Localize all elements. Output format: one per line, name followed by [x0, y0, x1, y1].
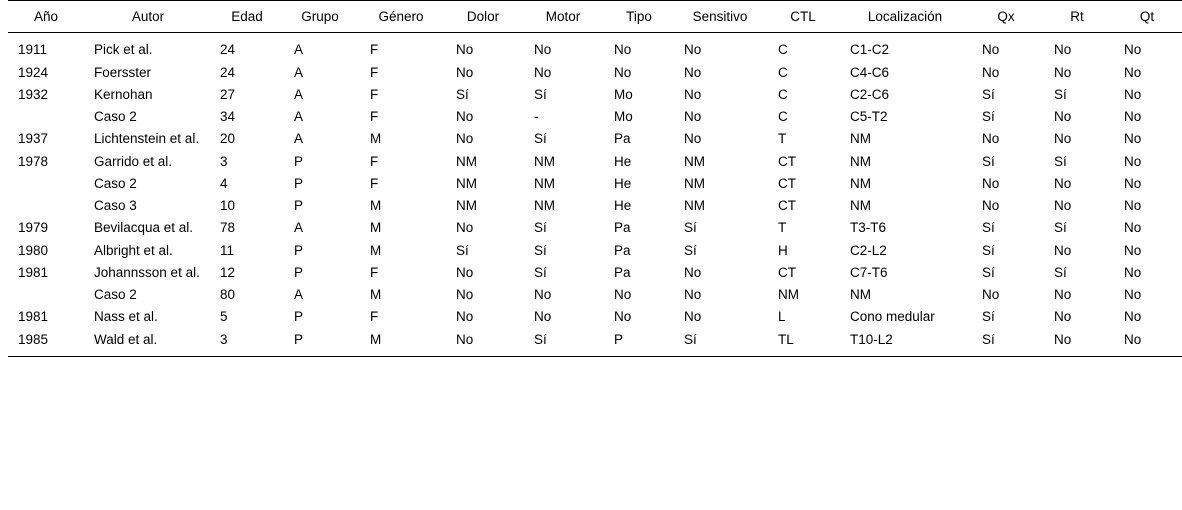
cell-local: NM — [850, 175, 871, 191]
cell-ctl: NM — [778, 287, 799, 303]
cell-ctl: CT — [778, 175, 796, 191]
cell-local: NM — [850, 131, 871, 147]
column-header-tipo: Tipo — [626, 9, 652, 24]
cell-qx: No — [982, 42, 1000, 58]
cell-dolor: No — [456, 109, 474, 125]
cell-qt: No — [1124, 198, 1142, 214]
column-header-qt: Qt — [1139, 9, 1155, 24]
cell-dolor: No — [456, 309, 474, 325]
cell-grupo: A — [294, 42, 304, 58]
cell-anio: 1980 — [18, 242, 49, 258]
cell-qx: No — [982, 287, 1000, 303]
cell-edad: 20 — [220, 131, 236, 147]
cell-anio: 1981 — [18, 264, 49, 280]
cell-genero: F — [370, 153, 379, 169]
cell-genero: M — [370, 131, 382, 147]
cell-autor: Caso 2 — [94, 109, 137, 125]
table-row — [8, 106, 1182, 128]
cell-grupo: P — [294, 242, 304, 258]
cell-qt: No — [1124, 242, 1142, 258]
cell-motor: No — [534, 42, 552, 58]
cell-genero: F — [370, 309, 379, 325]
cell-rt: No — [1054, 64, 1072, 80]
cell-qx: No — [982, 198, 1000, 214]
cell-grupo: P — [294, 264, 304, 280]
cell-edad: 27 — [220, 86, 236, 102]
cell-genero: M — [370, 220, 382, 236]
cell-edad: 80 — [220, 287, 236, 303]
cell-autor: Pick et al. — [94, 42, 153, 58]
cell-edad: 10 — [220, 198, 236, 214]
cell-autor: Caso 3 — [94, 198, 137, 214]
cell-grupo: A — [294, 86, 304, 102]
cell-rt: No — [1054, 109, 1072, 125]
cell-edad: 11 — [220, 242, 235, 258]
cell-qt: No — [1124, 131, 1142, 147]
cell-local: NM — [850, 153, 871, 169]
cell-grupo: P — [294, 331, 304, 347]
cell-anio: 1924 — [18, 64, 49, 80]
cell-local: C1-C2 — [850, 42, 890, 58]
cell-dolor: NM — [456, 175, 477, 191]
table-row — [8, 172, 1182, 194]
cell-ctl: C — [778, 109, 788, 125]
cell-dolor: No — [456, 64, 474, 80]
cell-genero: F — [370, 86, 379, 102]
cell-autor: Garrido et al. — [94, 153, 173, 169]
cell-tipo: He — [614, 198, 632, 214]
cell-rt: No — [1054, 42, 1072, 58]
cell-qx: No — [982, 175, 1000, 191]
cell-motor: Sí — [534, 86, 547, 102]
cell-sens: NM — [684, 198, 705, 214]
cell-sens: Sí — [684, 331, 697, 347]
cell-dolor: NM — [456, 198, 477, 214]
cell-autor: Caso 2 — [94, 287, 137, 303]
cell-sens: No — [684, 287, 702, 303]
cell-dolor: No — [456, 287, 474, 303]
cell-qt: No — [1124, 42, 1142, 58]
column-header-qx: Qx — [997, 9, 1015, 24]
cell-sens: No — [684, 264, 702, 280]
table-row — [8, 33, 1182, 61]
cell-ctl: CT — [778, 198, 796, 214]
cell-qt: No — [1124, 64, 1142, 80]
case-series-table — [8, 0, 1182, 357]
cell-sens: No — [684, 86, 702, 102]
cell-sens: No — [684, 131, 702, 147]
cell-dolor: No — [456, 42, 474, 58]
table-row — [8, 306, 1182, 328]
cell-motor: NM — [534, 153, 555, 169]
column-header-dolor: Dolor — [466, 9, 500, 24]
cell-rt: No — [1054, 131, 1072, 147]
cell-dolor: Sí — [456, 86, 469, 102]
cell-grupo: A — [294, 131, 304, 147]
cell-dolor: No — [456, 220, 474, 236]
column-header-ctl: CTL — [790, 9, 816, 24]
cell-qx: Sí — [982, 264, 995, 280]
cell-motor: No — [534, 309, 552, 325]
cell-qt: No — [1124, 220, 1142, 236]
table-row — [8, 83, 1182, 105]
cell-anio: 1981 — [18, 309, 49, 325]
column-header-genero: Género — [378, 9, 424, 24]
cell-edad: 78 — [220, 220, 236, 236]
cell-genero: F — [370, 175, 379, 191]
cell-rt: No — [1054, 287, 1072, 303]
cell-dolor: No — [456, 131, 474, 147]
cell-local: NM — [850, 287, 871, 303]
cell-qx: No — [982, 131, 1000, 147]
cell-autor: Wald et al. — [94, 331, 158, 347]
cell-local: T3-T6 — [850, 220, 887, 236]
cell-tipo: Mo — [614, 86, 633, 102]
cell-autor: Lichtenstein et al. — [94, 131, 200, 147]
cell-motor: Sí — [534, 264, 547, 280]
cell-edad: 5 — [220, 309, 228, 325]
cell-genero: M — [370, 242, 382, 258]
column-header-rt: Rt — [1070, 9, 1084, 24]
cell-sens: No — [684, 64, 702, 80]
cell-autor: Kernohan — [94, 86, 153, 102]
cell-anio: 1985 — [18, 331, 49, 347]
cell-sens: Sí — [684, 242, 697, 258]
cell-motor: Sí — [534, 131, 547, 147]
cell-tipo: No — [614, 64, 632, 80]
cell-edad: 3 — [220, 331, 228, 347]
cell-grupo: A — [294, 64, 304, 80]
cell-tipo: Mo — [614, 109, 633, 125]
cell-local: NM — [850, 198, 871, 214]
cell-sens: NM — [684, 175, 705, 191]
cell-tipo: Pa — [614, 242, 631, 258]
cell-grupo: P — [294, 153, 304, 169]
cell-tipo: P — [614, 331, 624, 347]
cell-sens: No — [684, 309, 702, 325]
cell-grupo: A — [294, 109, 304, 125]
cell-qt: No — [1124, 175, 1142, 191]
cell-ctl: CT — [778, 153, 796, 169]
cell-autor: Bevilacqua et al. — [94, 220, 194, 236]
cell-rt: Sí — [1054, 264, 1067, 280]
cell-qt: No — [1124, 153, 1142, 169]
cell-tipo: Pa — [614, 264, 631, 280]
cell-qt: No — [1124, 109, 1142, 125]
cell-ctl: L — [778, 309, 786, 325]
cell-genero: F — [370, 64, 379, 80]
cell-ctl: CT — [778, 264, 796, 280]
cell-motor: - — [534, 109, 539, 125]
cell-motor: No — [534, 287, 552, 303]
cell-grupo: P — [294, 198, 304, 214]
table-row — [8, 239, 1182, 261]
cell-motor: NM — [534, 175, 555, 191]
cell-qx: Sí — [982, 309, 995, 325]
cell-dolor: NM — [456, 153, 477, 169]
cell-local: Cono medular — [850, 309, 935, 325]
cell-rt: Sí — [1054, 153, 1067, 169]
cell-grupo: P — [294, 175, 304, 191]
cell-qx: No — [982, 64, 1000, 80]
table-row — [8, 284, 1182, 306]
cell-grupo: A — [294, 287, 304, 303]
cell-dolor: No — [456, 331, 474, 347]
cell-anio — [8, 172, 84, 194]
table-row — [8, 328, 1182, 356]
cell-genero: F — [370, 109, 379, 125]
cell-ctl: H — [778, 242, 788, 258]
cell-anio: 1978 — [18, 153, 49, 169]
cell-motor: No — [534, 64, 552, 80]
column-header-anio: Año — [33, 9, 59, 24]
cell-qx: Sí — [982, 242, 995, 258]
table-row — [8, 217, 1182, 239]
cell-tipo: Pa — [614, 220, 631, 236]
cell-genero: M — [370, 287, 382, 303]
cell-anio: 1932 — [18, 86, 49, 102]
cell-local: C7-T6 — [850, 264, 888, 280]
cell-qx: Sí — [982, 109, 995, 125]
table-row — [8, 195, 1182, 217]
cell-autor: Johannsson et al. — [94, 264, 200, 280]
cell-edad: 24 — [220, 64, 236, 80]
cell-qt: No — [1124, 86, 1142, 102]
cell-local: C5-T2 — [850, 109, 888, 125]
column-header-sens: Sensitivo — [692, 9, 748, 24]
cell-tipo: He — [614, 153, 632, 169]
cell-ctl: C — [778, 42, 788, 58]
table-row — [8, 150, 1182, 172]
cell-autor: Foersster — [94, 64, 152, 80]
table-row — [8, 61, 1182, 83]
cell-ctl: T — [778, 131, 787, 147]
cell-ctl: C — [778, 86, 788, 102]
cell-motor: NM — [534, 198, 555, 214]
cell-motor: Sí — [534, 331, 547, 347]
cell-anio — [8, 284, 84, 306]
cell-edad: 12 — [220, 264, 236, 280]
cell-qt: No — [1124, 309, 1142, 325]
cell-qt: No — [1124, 331, 1142, 347]
cell-edad: 24 — [220, 42, 236, 58]
cell-dolor: Sí — [456, 242, 469, 258]
cell-motor: Sí — [534, 242, 547, 258]
table-body — [8, 33, 1182, 357]
cell-autor: Nass et al. — [94, 309, 158, 325]
cell-tipo: He — [614, 175, 632, 191]
cell-rt: No — [1054, 242, 1072, 258]
cell-rt: No — [1054, 198, 1072, 214]
cell-genero: M — [370, 331, 382, 347]
column-header-motor: Motor — [545, 9, 581, 24]
cell-rt: No — [1054, 175, 1072, 191]
cell-sens: No — [684, 42, 702, 58]
cell-tipo: No — [614, 309, 632, 325]
cell-edad: 4 — [220, 175, 228, 191]
cell-qt: No — [1124, 264, 1142, 280]
cell-ctl: C — [778, 64, 788, 80]
cell-genero: F — [370, 42, 379, 58]
cell-autor: Albright et al. — [94, 242, 173, 258]
cell-tipo: No — [614, 42, 632, 58]
cell-qx: Sí — [982, 220, 995, 236]
cell-rt: Sí — [1054, 86, 1067, 102]
cell-motor: Sí — [534, 220, 547, 236]
cell-autor: Caso 2 — [94, 175, 137, 191]
column-header-edad: Edad — [231, 9, 263, 24]
cell-rt: No — [1054, 309, 1072, 325]
cell-sens: No — [684, 109, 702, 125]
cell-anio — [8, 106, 84, 128]
cell-grupo: A — [294, 220, 304, 236]
cell-local: C2-L2 — [850, 242, 887, 258]
cell-qx: Sí — [982, 153, 995, 169]
cell-qt: No — [1124, 287, 1142, 303]
cell-rt: No — [1054, 331, 1072, 347]
cell-rt: Sí — [1054, 220, 1067, 236]
cell-local: C2-C6 — [850, 86, 890, 102]
cell-local: T10-L2 — [850, 331, 893, 347]
cell-sens: Sí — [684, 220, 697, 236]
cell-anio: 1911 — [18, 42, 48, 58]
cell-sens: NM — [684, 153, 705, 169]
table-header — [8, 1, 1182, 33]
cell-qx: Sí — [982, 331, 995, 347]
column-header-autor: Autor — [131, 9, 165, 24]
cell-edad: 34 — [220, 109, 236, 125]
table-header-row — [8, 1, 1182, 33]
cell-tipo: Pa — [614, 131, 631, 147]
cell-anio — [8, 195, 84, 217]
cell-ctl: TL — [778, 331, 794, 347]
table-row — [8, 261, 1182, 283]
cell-ctl: T — [778, 220, 787, 236]
cell-tipo: No — [614, 287, 632, 303]
column-header-local: Localización — [867, 9, 943, 24]
cell-genero: M — [370, 198, 382, 214]
cell-edad: 3 — [220, 153, 228, 169]
table-row — [8, 128, 1182, 150]
cell-grupo: P — [294, 309, 304, 325]
cell-genero: F — [370, 264, 379, 280]
cell-qx: Sí — [982, 86, 995, 102]
cell-dolor: No — [456, 264, 474, 280]
cell-anio: 1937 — [18, 131, 49, 147]
cell-anio: 1979 — [18, 220, 49, 236]
column-header-grupo: Grupo — [301, 9, 339, 24]
cell-local: C4-C6 — [850, 64, 890, 80]
